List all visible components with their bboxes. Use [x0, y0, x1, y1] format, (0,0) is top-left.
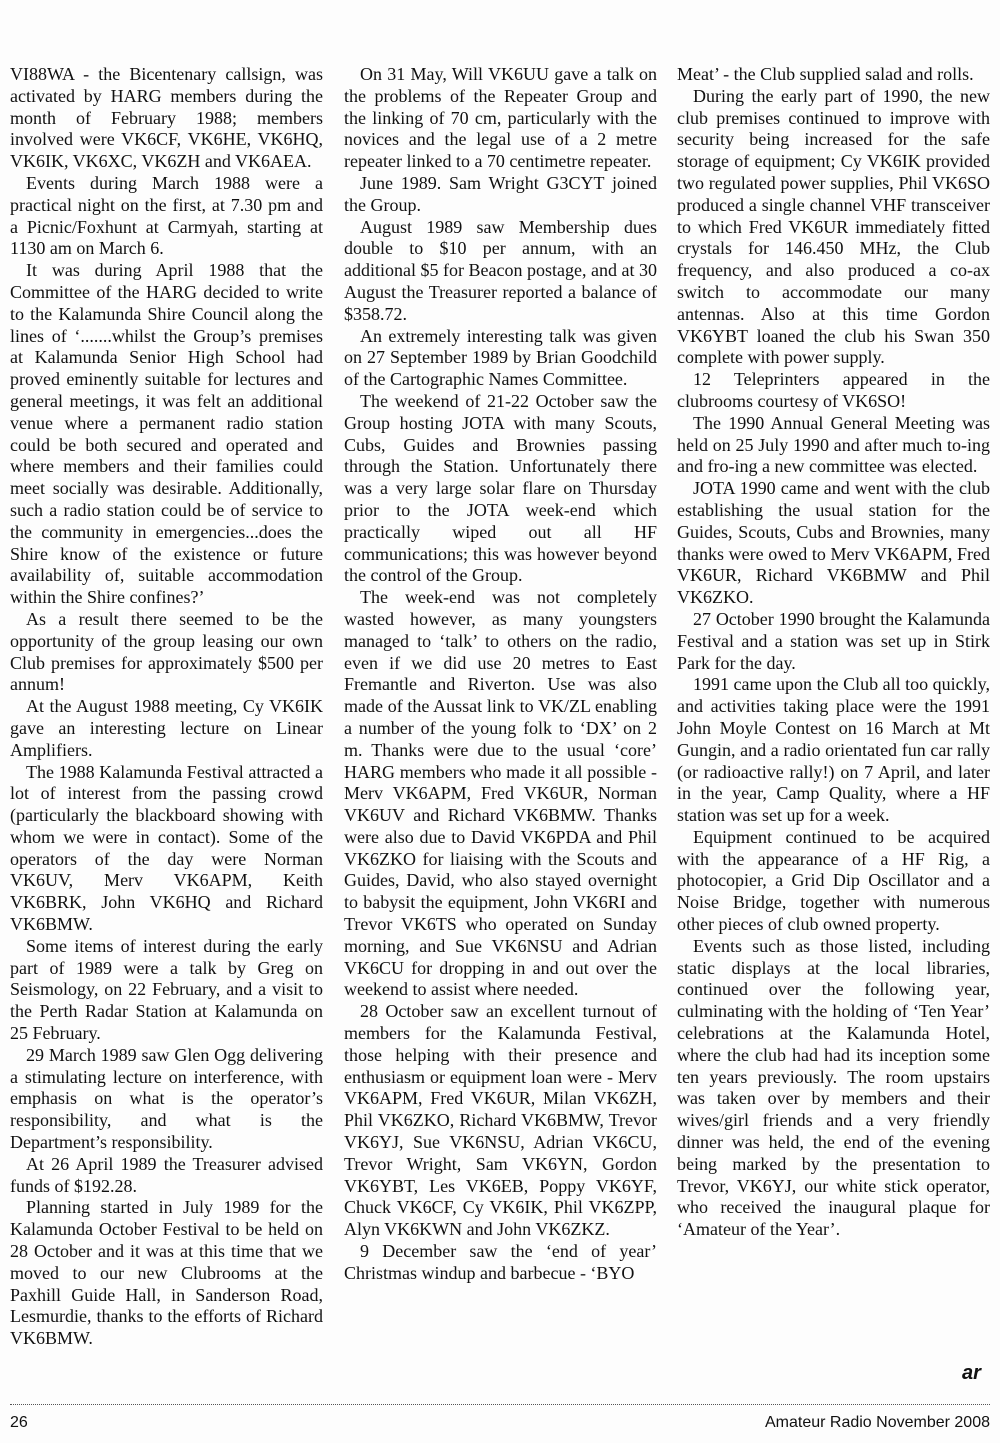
paragraph: August 1989 saw Membership dues double to $10 per annum, with an additional $5 for Beacon postage, and at 30 August the Treasurer reported a balance of $358.72. — [344, 216, 657, 324]
end-of-article-mark: ar — [962, 1362, 981, 1384]
paragraph: It was during April 1988 that the Committee of the HARG decided to write to the Kalamunda Shire Council along the lines of ‘.......whilst the Group’s premises at Kalamunda Senior High School had proved eminently suitable for lectures and general meetings, it was felt an additional venue where a permanent radio station could be both secured and operated and where members and their families could meet socially was desirable. Additionally, such a radio station could be of service to the community in emergencies...does the Shire know of the existence or future availability of, suitable accommodation within the Shire confines?’ — [10, 260, 323, 608]
paragraph: VI88WA - the Bicentenary callsign, was activated by HARG members during the month of February 1988; members involved were VK6CF, VK6HE, VK6HQ, VK6IK, VK6XC, VK6ZH and VK6AEA. — [10, 64, 323, 172]
text-column-1 — [10, 64, 323, 1394]
paragraph: During the early part of 1990, the new club premises continued to improve with security being increased for the safe storage of equipment; Cy VK6IK provided two regulated power supplies, Phil VK6SO produced a single channel VHF transceiver to which Fred VK6UR immediately fitted crystals for 146.450 MHz, the Club frequency, and also produced a co-ax switch to accommodate our many antennas. Also at this time Gordon VK6YBT loaned the club his Swan 350 complete with power supply. — [677, 85, 990, 368]
paragraph: At 26 April 1989 the Treasurer advised funds of $192.28. — [10, 1153, 323, 1196]
paragraph: At the August 1988 meeting, Cy VK6IK gave an interesting lecture on Linear Amplifiers. — [10, 696, 323, 760]
publication-footer: Amateur Radio November 2008 — [764, 1414, 990, 1431]
paragraph: Events during March 1988 were a practical night on the first, at 7.30 pm and a Picnic/Foxhunt at Carmyah, starting at 1130 am on March 6. — [10, 172, 323, 259]
paragraph: 27 October 1990 brought the Kalamunda Festival and a station was set up in Stirk Park for the day. — [677, 608, 990, 673]
paragraph: 9 December saw the ‘end of year’ Christmas windup and barbecue - ‘BYO — [344, 1241, 657, 1283]
text-column-2 — [344, 64, 657, 1394]
paragraph: 1991 came upon the Club all too quickly, and activities taking place were the 1991 John Moyle Contest on 16 March at Mt Gungin, and a radio orientated fun car rally (or radioactive rally!) on 7 April, and later in the year, Camp Quality, where a HF station was set up for a week. — [677, 674, 990, 826]
paragraph: 28 October saw an excellent turnout of members for the Kalamunda Festival, those helping with their presence and enthusiasm or equipment loan were - Merv VK6APM, Fred VK6UR, Milan VK6ZH, Phil VK6ZKO, Richard VK6BMW, Trevor VK6YJ, Sue VK6NSU, Adrian VK6CU, Trevor Wright, Sam VK6YN, Gordon VK6YBT, Les VK6EB, Poppy VK6YF, Chuck VK6CF, Cy VK6IK, Phil VK6ZPP, Alyn VK6KWN and John VK6ZKZ. — [344, 1001, 657, 1240]
paragraph: Events such as those listed, including static displays at the local libraries, continued over the following year, culminating with the holding of ‘Ten Year’ celebrations at the Kalamunda Hotel, where the club had had its inception some ten years previously. The room upstairs was taken over by members and their wives/girl friends and a very friendly dinner was held, the end of the evening being marked by the presentation to Trevor, VK6YJ, our white stick operator, who received the inaugural plaque for ‘Amateur of the Year’. — [677, 935, 990, 1240]
paragraph: The week-end was not completely wasted however, as many youngsters managed to ‘talk’ to others on the radio, even if we did use 20 metres to East Fremantle and Riverton. Use was also made of the Aussat link to VK/ZL enabling a number of the young folk to ‘DX’ on 2 m. Thanks were due to the usual ‘core’ HARG members who made it all possible - Merv VK6APM, Fred VK6UR, Norman VK6UV and Richard VK6BMW. Thanks were also due to David VK6PDA and Phil VK6ZKO for liaising with the Scouts and Guides, David, who also stayed overnight to babysit the equipment, John VK6RI and Trevor VK6TS who operated on Sunday morning, and Sue VK6NSU and Adrian VK6CU for dropping in and out over the weekend to assist where needed. — [344, 587, 657, 1000]
paragraph: The 1988 Kalamunda Festival attracted a lot of interest from the passing crowd (particularly the blackboard showing with whom we were in contact). Some of the operators of the day were Norman VK6UV, Merv VK6APM, Keith VK6BRK, John VK6HQ and Richard VK6BMW. — [10, 761, 323, 935]
paragraph: The weekend of 21-22 October saw the Group hosting JOTA with many Scouts, Cubs, Guides and Brownies passing through the Station. Unfortunately there was a very large solar flare on Thursday prior to the JOTA week-end which practically wiped out all HF communications; this was however beyond the control of the Group. — [344, 390, 657, 586]
page-number: 26 — [10, 1414, 28, 1431]
text-column-3 — [677, 64, 990, 1394]
paragraph: Some items of interest during the early part of 1989 were a talk by Greg on Seismology, on 22 February, and a visit to the Perth Radar Station at Kalamunda on 25 February. — [10, 935, 323, 1044]
paragraph: The 1990 Annual General Meeting was held on 25 July 1990 and after much to-ing and fro-ing a new committee was elected. — [677, 412, 990, 477]
paragraph: As a result there seemed to be the opportunity of the group leasing our own Club premises for approximately $500 per annum! — [10, 608, 323, 695]
paragraph: Equipment continued to be acquired with the appearance of a HF Rig, a photocopier, a Grid Dip Oscillator and a Noise Bridge, together with numerous other pieces of club owned property. — [677, 826, 990, 935]
paragraph: June 1989. Sam Wright G3CYT joined the Group. — [344, 172, 657, 215]
paragraph: Meat’ - the Club supplied salad and rolls. — [677, 64, 974, 84]
paragraph: On 31 May, Will VK6UU gave a talk on the problems of the Repeater Group and the linking of 70 cm, particularly with the novices and the legal use of a 2 metre repeater linked to a 70 centimetre repeater. — [344, 64, 657, 172]
footer-divider — [10, 1404, 990, 1405]
paragraph: Planning started in July 1989 for the Kalamunda October Festival to be held on 28 October and it was at this time that we moved to our new Clubrooms at the Paxhill Guide Hall, in Sanderson Road, Lesmurdie, thanks to the efforts of Richard VK6BMW. — [10, 1197, 323, 1349]
paragraph: 29 March 1989 saw Glen Ogg delivering a stimulating lecture on interference, with emphasis on what is the operator’s responsibility, and what is the Department’s responsibility. — [10, 1044, 323, 1153]
paragraph: JOTA 1990 came and went with the club establishing the usual station for the Guides, Scouts, Cubs and Brownies, many thanks were owed to Merv VK6APM, Fred VK6UR, Richard VK6BMW and Phil VK6ZKO. — [677, 478, 990, 608]
paragraph: 12 Teleprinters appeared in the clubrooms courtesy of VK6SO! — [677, 369, 990, 411]
paragraph: An extremely interesting talk was given on 27 September 1989 by Brian Goodchild of the Cartographic Names Committee. — [344, 325, 657, 390]
